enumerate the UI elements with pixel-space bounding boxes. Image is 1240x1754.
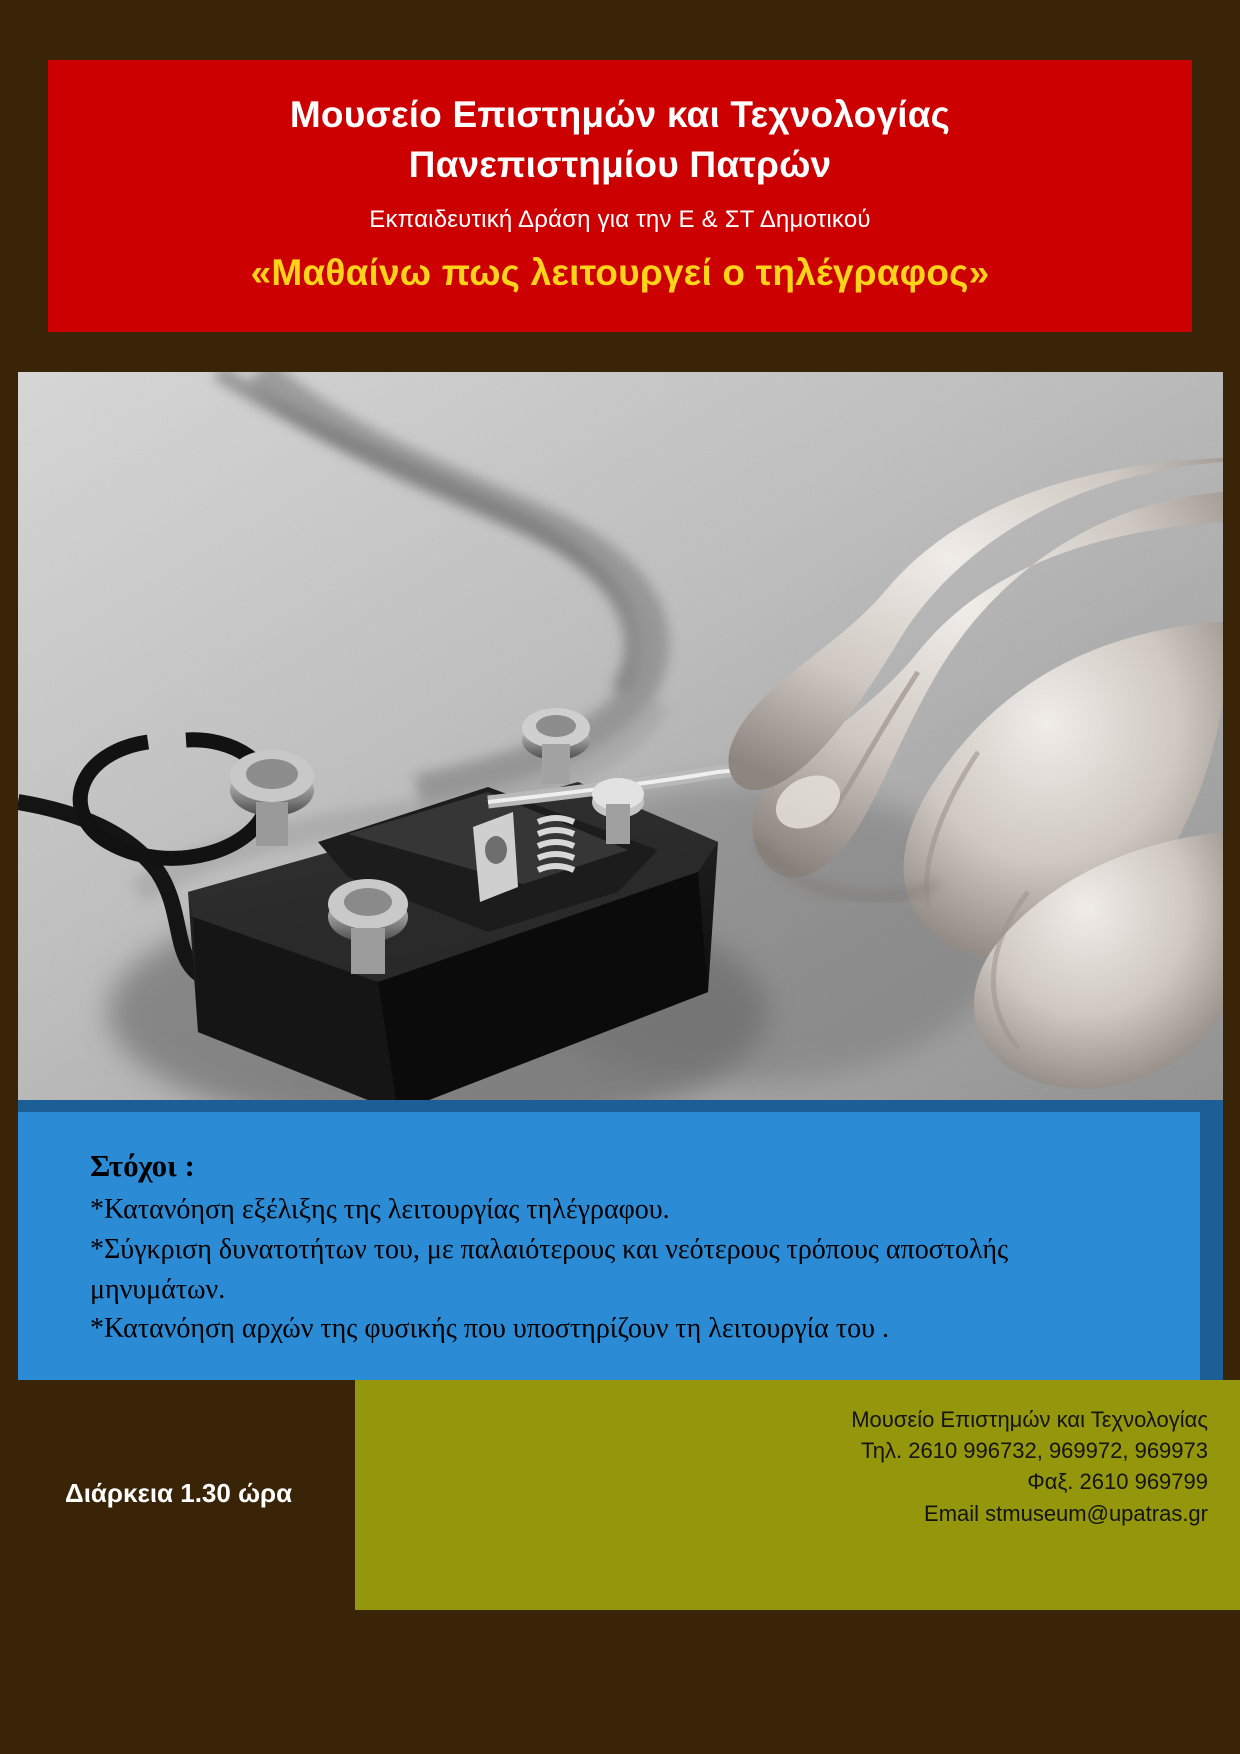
museum-title-line2: Πανεπιστημίου Πατρών [408, 143, 832, 185]
contact-line-email: Email stmuseum@upatras.gr [924, 1500, 1208, 1526]
header-subtitle: Εκπαιδευτική Δράση για την Ε & ΣΤ Δημοτικού [369, 205, 871, 233]
telegraph-photo [18, 372, 1223, 1100]
objective-item-3: *Κατανόηση αρχών της φυσικής που υποστηρίζουν τη λειτουργία του . [90, 1313, 889, 1345]
contact-line-phone: Τηλ. 2610 996732, 969972, 969973 [860, 1438, 1208, 1464]
contact-line-museum: Μουσείο Επιστημών και Τεχνολογίας [851, 1407, 1208, 1432]
objective-item-1: *Κατανόηση εξέλιξης της λειτουργίας τηλέγραφου. [90, 1194, 670, 1225]
footer-bottom-strip [0, 1610, 1240, 1754]
activity-title: «Μαθαίνω πως λειτουργεί ο τηλέγραφος» [250, 251, 990, 293]
contact-line-fax: Φαξ. 2610 969799 [1027, 1469, 1208, 1495]
objectives-panel [18, 1112, 1200, 1380]
duration-label: Διάρκεια 1.30 ώρα [65, 1478, 293, 1508]
objectives-heading: Στόχοι : [90, 1148, 195, 1183]
objective-item-2: *Σύγκριση δυνατοτήτων του, με παλαιότερους και νεότερους τρόπους αποστολής μηνυμάτων. [90, 1233, 1009, 1305]
footer-contact [648, 1404, 1208, 1529]
header-banner [48, 60, 1192, 332]
museum-title-line1: Μουσείο Επιστημών και Τεχνολογίας [289, 94, 951, 135]
telegraph-photo-graphic [18, 372, 1223, 1100]
